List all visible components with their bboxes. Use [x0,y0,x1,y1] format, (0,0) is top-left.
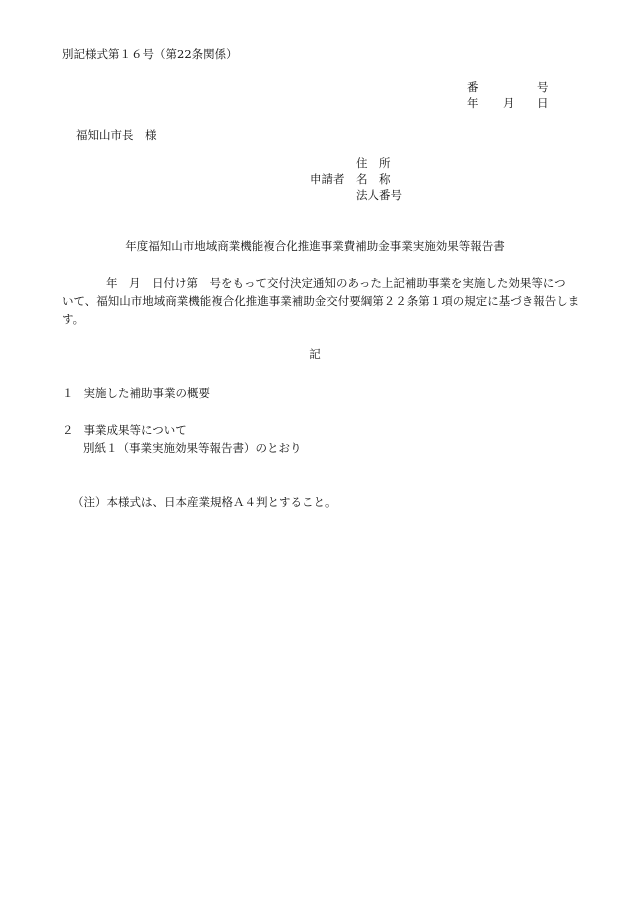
applicant-role-label: 申請者 [310,172,345,186]
item-number: ２ [62,423,74,437]
list-item [62,386,210,400]
number-label: 番 [467,80,479,94]
item-text: 実施した補助事業の概要 [83,386,210,400]
body-line-2: いて、福知山市地域商業機能複合化推進事業補助金交付要綱第２２条第１項の規定に基づき報告しま [62,294,580,308]
form-number: 別記様式第１６号（第22条関係） [62,47,238,61]
note: （注）本様式は、日本産業規格Ａ４判とすること。 [72,495,337,509]
addressee: 福知山市長 様 [76,128,157,142]
applicant-corporate-number-label: 法人番号 [356,188,402,202]
body-line-3: す。 [62,312,85,326]
date-year-label: 年 [467,96,479,110]
date-month-label: 月 [503,96,515,110]
ki-heading: 記 [309,347,321,361]
body-paragraph [62,274,582,328]
applicant-address-label: 住 所 [356,156,391,170]
list-item [62,423,187,437]
number-suffix: 号 [537,80,549,94]
item-detail: 別紙１（事業実施効果等報告書）のとおり [83,441,302,455]
item-text: 事業成果等について [83,423,187,437]
date-day-label: 日 [537,96,549,110]
document-title: 年度福知山市地域商業機能複合化推進事業費補助金事業実施効果等報告書 [125,239,505,253]
body-line-1: 年 月 日付け第 号をもって交付決定通知のあった上記補助事業を実施した効果等につ [106,276,566,290]
item-number: １ [62,386,74,400]
applicant-name-label: 名 称 [356,172,391,186]
